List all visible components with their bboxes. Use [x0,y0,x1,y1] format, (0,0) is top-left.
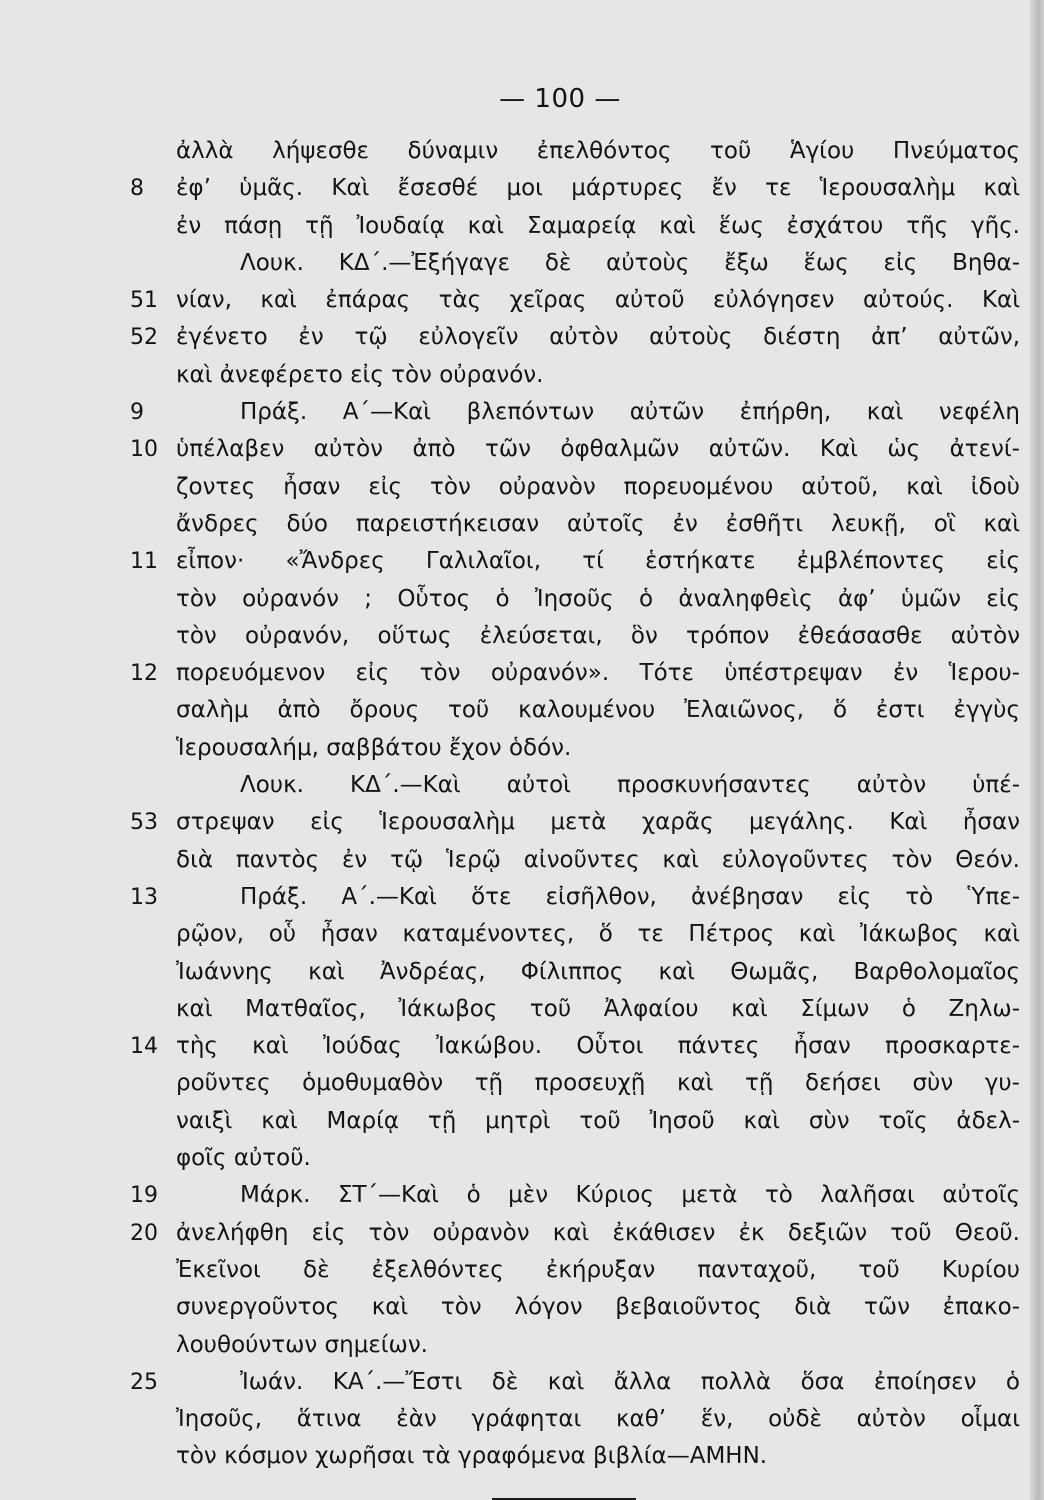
line-text: στρεψαν εἰς Ἱερουσαλὴμ μετὰ χαρᾶς μεγάλης. Καὶ ἦσαν [176,809,1020,836]
line-text: ἐφ’ ὑμᾶς. Καὶ ἔσεσθέ μοι μάρτυρες ἔν τε Ἱερουσαλὴμ καὶ [176,175,1020,202]
text-line [130,618,1030,655]
text-block [130,133,1030,1476]
text-line [130,879,1030,916]
line-text: ζοντες ἦσαν εἰς τὸν οὐρανὸν πορευομένου αὐτοῦ, καὶ ἰδοὺ [176,473,1020,500]
line-text: συνεργοῦντος καὶ τὸν λόγον βεβαιοῦντος διὰ τῶν ἐπακο- [176,1294,1020,1321]
text-line [130,804,1030,841]
verse-number: 8 [130,176,144,202]
text-line [130,133,1030,170]
text-line [130,954,1030,991]
text-line [130,655,1030,692]
text-line [130,1028,1030,1065]
line-text: φοῖς αὐτοῦ. [176,1145,311,1172]
text-line [130,1252,1030,1289]
verse-number: 20 [130,1220,158,1246]
text-line [130,1215,1030,1252]
text-line [130,991,1030,1028]
verse-number: 14 [130,1034,158,1060]
line-text: ἐν πάσῃ τῇ Ἰουδαίᾳ καὶ Σαμαρείᾳ καὶ ἕως ἐσχάτου τῆς γῆς. [176,212,1020,239]
line-text: ναιξὶ καὶ Μαρίᾳ τῇ μητρὶ τοῦ Ἰησοῦ καὶ σὺν τοῖς ἀδελ- [176,1107,1020,1134]
line-text: τὴς καὶ Ἰούδας Ἰακώβου. Οὗτοι πάντες ἦσαν προσκαρτε- [176,1033,1020,1060]
line-text: Πράξ. Α΄—Καὶ βλεπόντων αὐτῶν ἐπήρθη, καὶ νεφέλη [240,399,1020,426]
line-text: τὸν κόσμον χωρῆσαι τὰ γραφόμενα βιβλία—ΑΜΗΝ. [176,1443,768,1470]
text-line [130,506,1030,543]
line-text: ἀλλὰ λήψεσθε δύναμιν ἐπελθόντος τοῦ Ἁγίου Πνεύματος [176,138,1020,164]
text-line [130,170,1030,207]
text-line [130,1327,1030,1364]
line-text: διὰ παντὸς ἐν τῷ Ἱερῷ αἰνοῦντες καὶ εὐλογοῦντες τὸν Θεόν. [176,846,1020,873]
text-line [130,1401,1030,1438]
text-line [130,916,1030,953]
verse-number: 11 [130,549,158,575]
page-number: — 100 — [499,84,621,114]
text-line [130,842,1030,879]
verse-number: 19 [130,1183,158,1209]
line-text: ροῦντες ὁμοθυμαθὸν τῇ προσευχῇ καὶ τῇ δεήσει σὺν γυ- [176,1070,1020,1097]
line-text: εἶπον· «Ἄνδρες Γαλιλαῖοι, τί ἑστήκατε ἐμβλέποντες εἰς [176,548,1020,575]
line-text: ἀνελήφθη εἰς τὸν οὐρανὸν καὶ ἐκάθισεν ἐκ δεξιῶν τοῦ Θεοῦ. [176,1219,1020,1246]
line-text: Ἰωάννης καὶ Ἀνδρέας, Φίλιππος καὶ Θωμᾶς, Βαρθολομαῖος [176,958,1020,985]
text-line [130,394,1030,431]
text-line [130,1065,1030,1102]
line-text: Ἰησοῦς, ἅτινα ἐὰν γράφηται καθ’ ἕν, οὐδὲ αὐτὸν οἶμαι [176,1406,1020,1433]
line-text: πορευόμενον εἰς τὸν οὐρανόν». Τότε ὑπέστρεψαν ἐν Ἱερου- [176,660,1020,687]
text-line [130,767,1030,804]
text-line [130,730,1030,767]
text-line [130,581,1030,618]
line-text: Μάρκ. ΣΤ΄—Καὶ ὁ μὲν Κύριος μετὰ τὸ λαλῆσαι αὐτοῖς [240,1182,1020,1209]
line-text: νίαν, καὶ ἐπάρας τὰς χεῖρας αὐτοῦ εὐλόγησεν αὐτούς. Καὶ [176,287,1020,314]
line-text: Λουκ. ΚΔ΄.—Ἐξήγαγε δὲ αὐτοὺς ἔξω ἕως εἰς Βηθα- [240,249,1020,276]
verse-number: 51 [130,288,158,314]
verse-number: 25 [130,1369,158,1395]
line-text: σαλὴμ ἀπὸ ὄρους τοῦ καλουμένου Ἐλαιῶνος, ὅ ἐστι ἐγγὺς [176,697,1020,724]
text-line [130,1438,1030,1475]
text-line [130,1103,1030,1140]
verse-number: 52 [130,325,158,351]
line-text: Λουκ. ΚΔ΄.—Καὶ αὐτοὶ προσκυνήσαντες αὐτὸν ὑπέ- [240,772,1020,799]
line-text: Ἰωάν. ΚΑ΄.—Ἔστι δὲ καὶ ἄλλα πολλὰ ὅσα ἐποίησεν ὁ [240,1368,1020,1395]
text-line [130,1140,1030,1177]
line-text: τὸν οὐρανόν, οὕτως ἐλεύσεται, ὃν τρόπον ἐθεάσασθε αὐτὸν [176,622,1020,649]
line-text: τὸν οὐρανόν ; Οὗτος ὁ Ἰησοῦς ὁ ἀναληφθεὶς ἀφ’ ὑμῶν εἰς [176,585,1020,612]
text-line [130,1289,1030,1326]
line-text: Ἐκεῖνοι δὲ ἐξελθόντες ἐκήρυξαν πανταχοῦ, τοῦ Κυρίου [176,1256,1020,1283]
line-text: ρῷον, οὗ ἦσαν καταμένοντες, ὅ τε Πέτρος καὶ Ἰάκωβος καὶ [176,921,1020,948]
line-text: ὑπέλαβεν αὐτὸν ἀπὸ τῶν ὀφθαλμῶν αὐτῶν. Καὶ ὡς ἀτενί- [176,436,1020,463]
text-line [130,692,1030,729]
line-text: καὶ ἀνεφέρετο εἰς τὸν οὐρανόν. [176,361,544,388]
line-text: λουθούντων σημείων. [176,1331,428,1358]
line-text: ἐγένετο ἐν τῷ εὐλογεῖν αὐτὸν αὐτοὺς διέστη ἀπ’ αὐτῶν, [176,324,1020,351]
verse-number: 12 [130,661,158,687]
verse-number: 9 [130,400,144,426]
verse-number: 53 [130,810,158,836]
text-line [130,431,1030,468]
line-text: ἄνδρες δύο παρειστήκεισαν αὐτοῖς ἐν ἐσθῆτι λευκῇ, οἳ καὶ [176,510,1020,537]
line-text: Ἱερουσαλήμ, σαββάτου ἔχον ὁδόν. [176,734,572,761]
text-line [130,208,1030,245]
text-line [130,319,1030,356]
line-text: Πράξ. Α΄.—Καὶ ὅτε εἰσῆλθον, ἀνέβησαν εἰς τὸ Ὑπε- [240,883,1020,910]
text-line [130,282,1030,319]
text-line [130,1364,1030,1401]
verse-number: 10 [130,437,158,463]
text-line [130,1177,1030,1214]
text-line [130,543,1030,580]
verse-number: 13 [130,884,158,910]
text-line [130,357,1030,394]
line-text: καὶ Ματθαῖος, Ἰάκωβος τοῦ Ἀλφαίου καὶ Σίμων ὁ Ζηλω- [176,995,1020,1022]
text-line [130,469,1030,506]
page-spine-shadow [1030,0,1044,1500]
text-line [130,245,1030,282]
